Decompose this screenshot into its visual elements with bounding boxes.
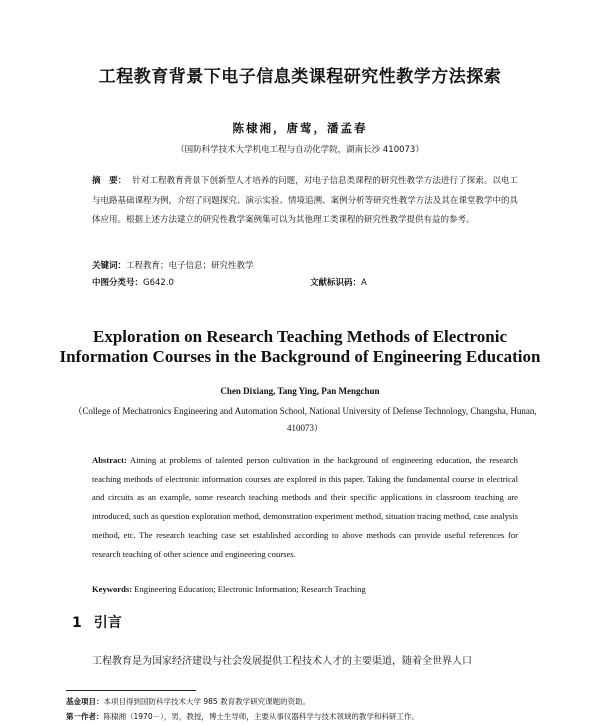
classification-value: G642.0 [143,278,174,288]
footnote-fund-label: 基金项目： [66,697,104,706]
chinese-authors: 陈棣湘，唐莺，潘孟春 [232,121,368,135]
english-abstract [92,451,518,563]
classification-row [92,276,518,288]
footnote-fund [66,696,546,707]
chinese-abstract-label: 摘 要： [92,176,127,186]
footnote-author-label: 第一作者： [66,712,104,721]
document-code [310,276,367,288]
footnote-divider [66,690,196,691]
chinese-keywords-text: 工程教育；电子信息；研究性教学 [126,261,254,271]
chinese-abstract-text: 针对工程教育背景下创新型人才培养的问题，对电子信息类课程的研究性教学方法进行了探索。以电工与电路基础课程为例，介绍了问题探究、演示实验、情境追溯、案例分析等研究性教学方法及其在课堂教学中的具体应用。根据上述方法建立的研究性教学案例集可以为其他理工类课程的研究性教学提供有益的参考。 [92,176,518,225]
english-title-line-1: Exploration on Research Teaching Methods of Electronic [93,327,507,346]
english-keywords [92,584,518,594]
section-heading [72,612,122,632]
section-number: 1 [72,615,82,631]
section-body-text: 工程教育是为国家经济建设与社会发展提供工程技术人才的主要渠道，随着全世界人口 [92,656,472,667]
footnote-fund-text: 本项目得到国防科学技术大学 985 教育教学研究课题的资助。 [103,697,311,706]
footnote-author-text: 陈棣湘（1970－），男，教授，博士生导师，主要从事仪器科学与技术领域的教学和科研工作。 [103,712,419,721]
footnote-author [66,711,546,722]
chinese-abstract [92,172,518,231]
english-abstract-text: Aiming at problems of talented person cultivation in the background of engineering education, the research teaching methods of electronic information courses are explored in this paper. Taking the fundamental course in electrical and circuits as an example, some research teaching methods and their specific applications in classroom teaching are introduced, such as question exploration method, demonstration experiment method, situation tracing method, case analysis method, etc. The research teaching case set established according to above methods can provide useful references for research teaching of other science and engineering courses. [92,455,518,559]
document-code-label: 文献标识码： [310,278,362,288]
english-authors: Chen Dixiang, Tang Ying, Pan Mengchun [220,386,380,396]
document-code-value: A [361,278,367,288]
english-title-line-2: Information Courses in the Background of Engineering Education [59,347,541,366]
chinese-title: 工程教育背景下电子信息类课程研究性教学方法探索 [98,67,502,87]
classification-label: 中图分类号： [92,278,144,288]
english-abstract-label: Abstract: [92,455,127,465]
english-title [0,327,600,367]
english-keywords-text: Engineering Education; Electronic Information; Research Teaching [134,584,366,594]
chinese-affiliation: （国防科学技术大学机电工程与自动化学院，湖南长沙 410073） [176,145,424,155]
english-affiliation: （College of Mechatronics Engineering and Automation School, National University of Defense Technology, Changsha, Hunan, 410073） [73,406,537,433]
section-title: 引言 [93,615,122,631]
english-keywords-label: Keywords: [92,584,133,594]
chinese-keywords [92,259,254,271]
chinese-keywords-label: 关键词： [92,261,127,271]
